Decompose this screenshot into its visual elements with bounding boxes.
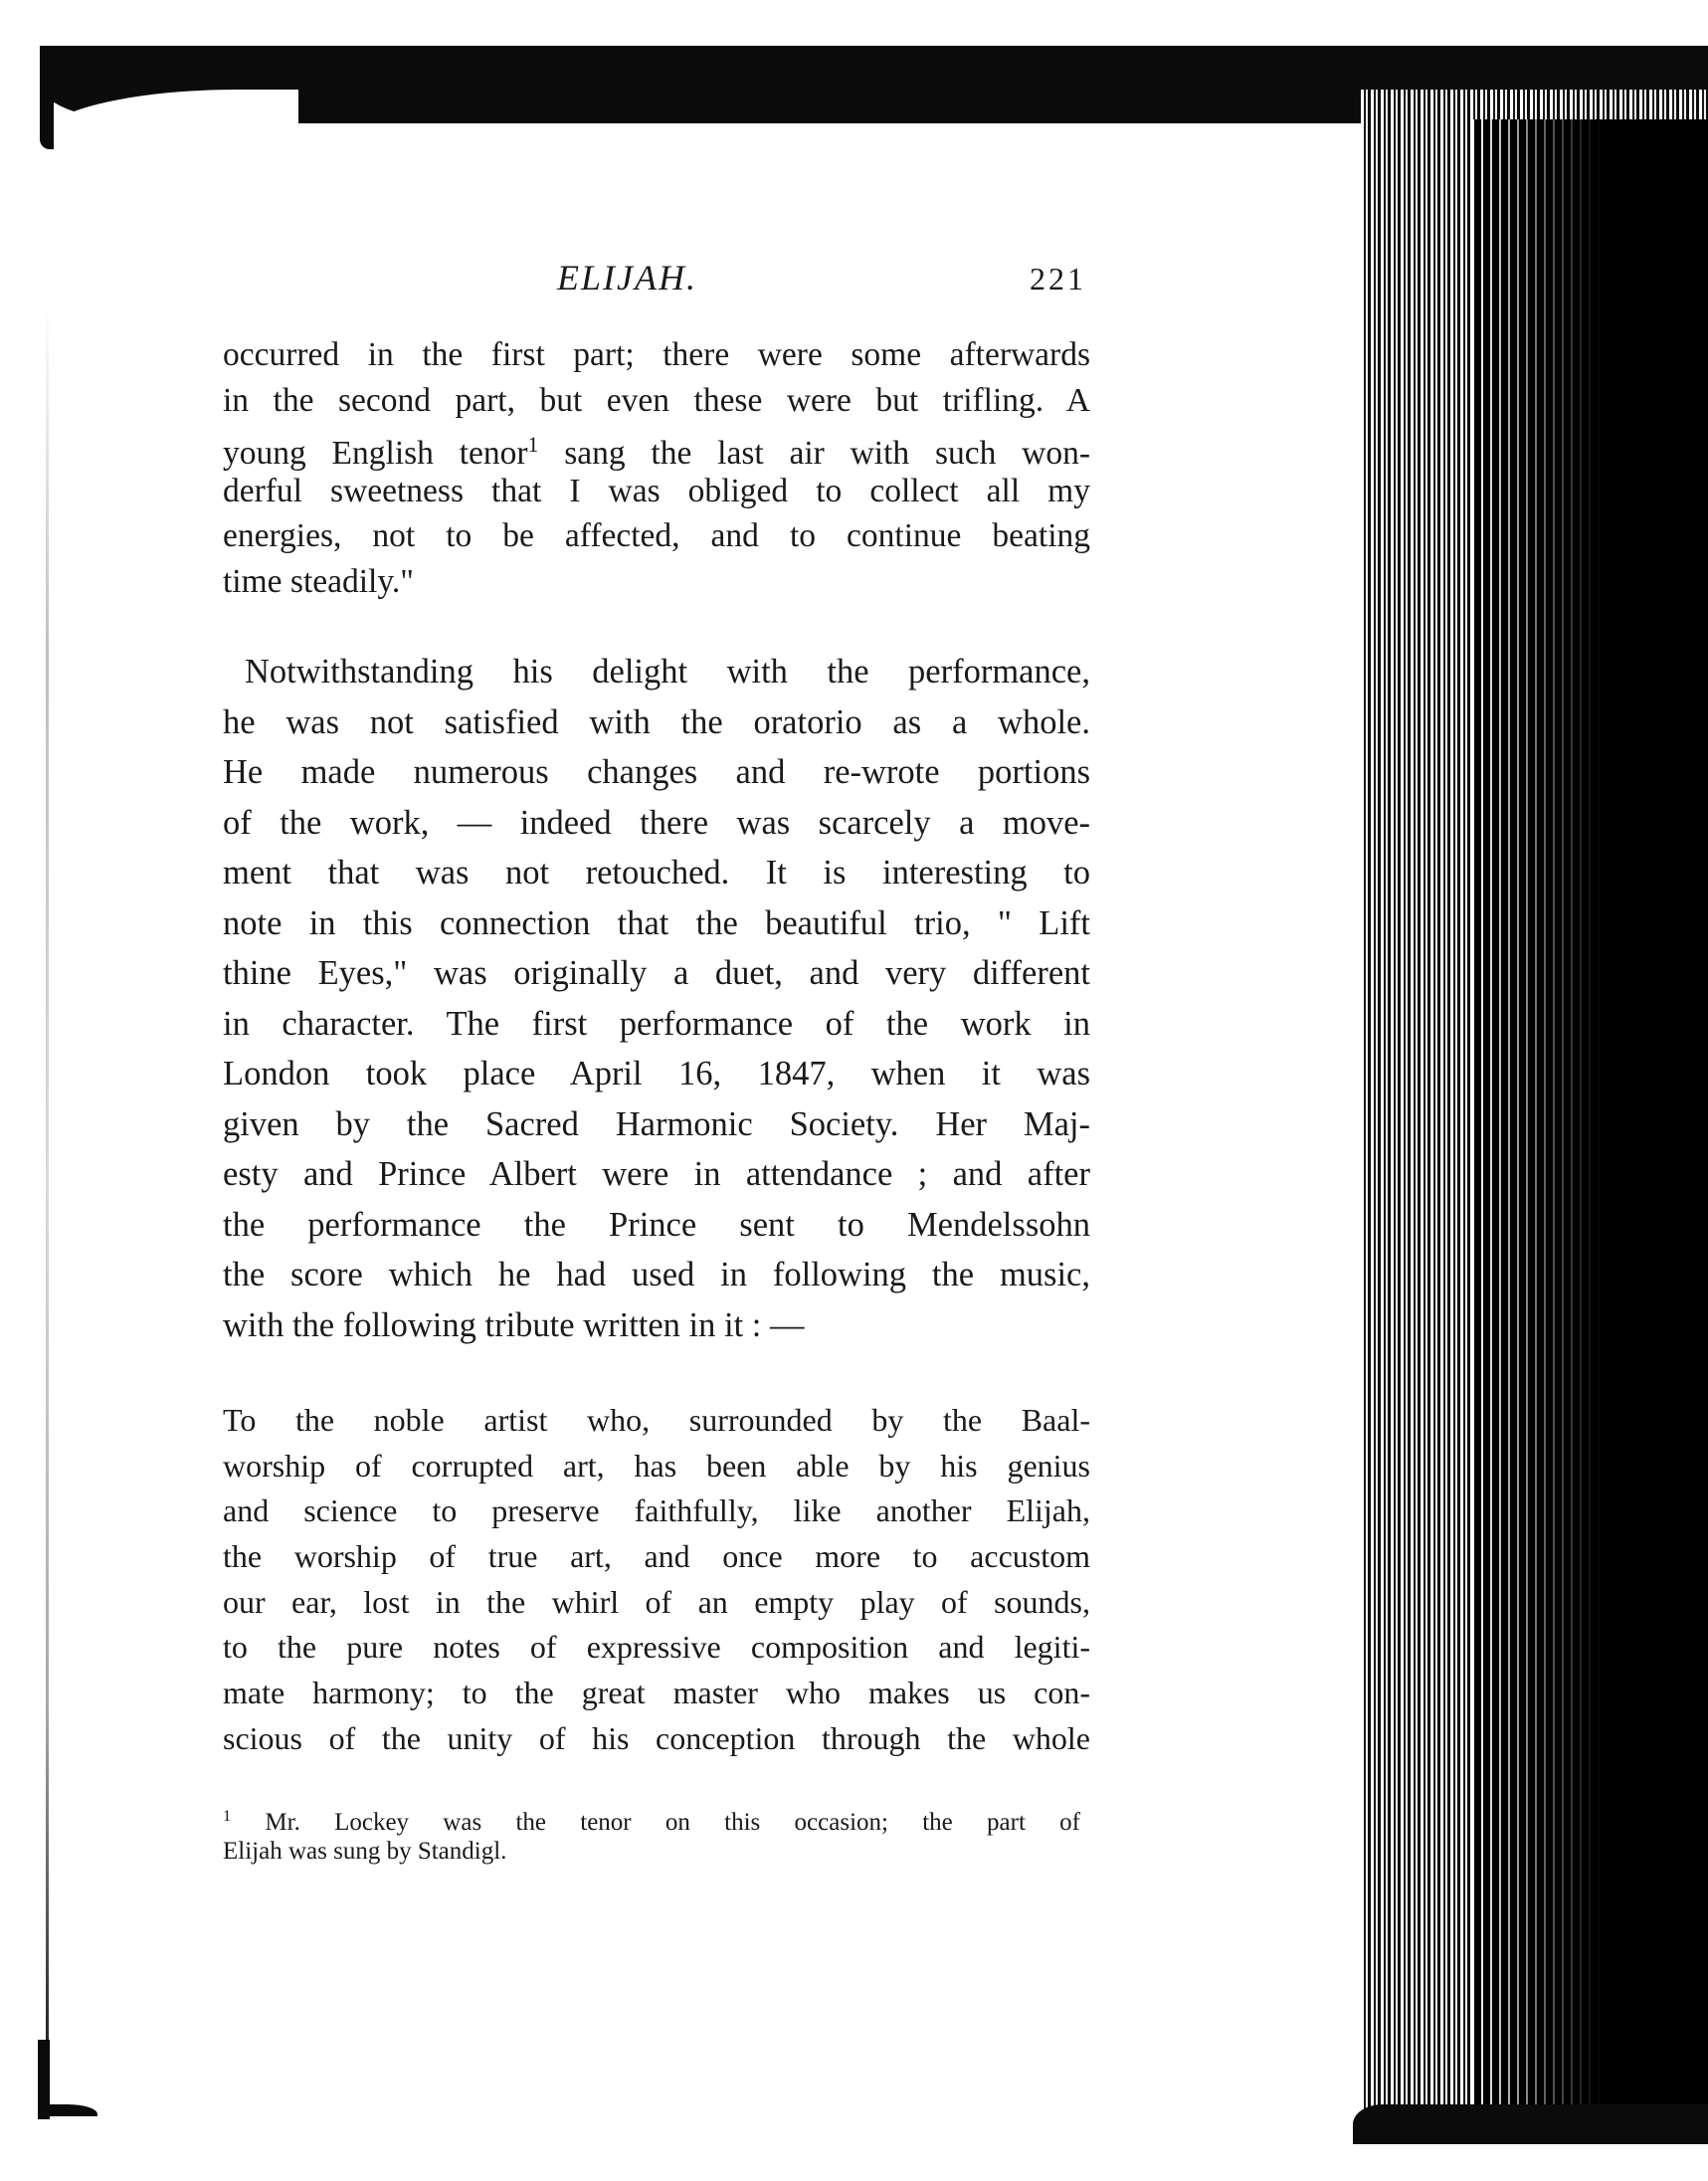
book-bottom-edge [1353, 2104, 1708, 2144]
text-line: the performance the Prince sent to Mendelssohn [223, 1205, 1090, 1244]
text-line: given by the Sacred Harmonic Society. Her Maj- [223, 1104, 1090, 1143]
text-line: energies, not to be affected, and to continue beating [223, 517, 1090, 555]
text-line: derful sweetness that I was obliged to collect all my [223, 472, 1090, 509]
text-line: to the pure notes of expressive composition and legiti- [223, 1629, 1090, 1666]
text-line: occurred in the first part; there were some afterwards [223, 336, 1090, 373]
paragraph-1 [223, 332, 1090, 605]
text-line: To the noble artist who, surrounded by the Baal- [223, 1402, 1090, 1438]
paragraph-2 [223, 647, 1090, 1350]
footnote-line [223, 1798, 1080, 1834]
text-line: the worship of true art, and once more to accustom [223, 1538, 1090, 1575]
text-fragment: young English tenor [223, 435, 528, 473]
scan-left-edge-foot [38, 2104, 97, 2116]
text-line: Notwithstanding his delight with the performance, [245, 653, 1090, 691]
page-number: 221 [1030, 261, 1086, 297]
footnote-marker: 1 [223, 1807, 232, 1825]
footnote-reference: 1 [527, 433, 539, 458]
text-line: He made numerous changes and re-wrote portions [223, 753, 1090, 791]
text-fragment: Mr. Lockey was the tenor on this occasion; the part of [231, 1808, 1080, 1836]
running-title: ELIJAH. [557, 258, 697, 297]
text-line: time steadily." [223, 562, 414, 600]
footnote [223, 1798, 1080, 1870]
text-line: with the following tribute written in it : — [223, 1305, 805, 1344]
text-line: London took place April 16, 1847, when it was [223, 1055, 1090, 1092]
text-line: he was not satisfied with the oratorio as a whole. [223, 702, 1090, 741]
text-line: our ear, lost in the whirl of an empty play of sounds, [223, 1583, 1090, 1620]
book-page-edges-shadow [1472, 119, 1708, 2129]
text-line: in character. The first performance of the work in [223, 1004, 1090, 1043]
text-line: mate harmony; to the great master who makes us con- [223, 1675, 1090, 1711]
footnote-line: Elijah was sung by Standigl. [223, 1838, 507, 1865]
text-line: scious of the unity of his conception through the whole [223, 1719, 1090, 1756]
text-line: esty and Prince Albert were in attendance ; and after [223, 1155, 1090, 1193]
text-line: and science to preserve faithfully, like another Elijah, [223, 1492, 1090, 1529]
text-fragment: sang the last air with such won- [538, 435, 1090, 473]
text-line: thine Eyes," was originally a duet, and very different [223, 954, 1090, 992]
text-line: worship of corrupted art, has been able by his genius [223, 1447, 1090, 1484]
scan-left-edge-top [40, 80, 54, 149]
scan-left-edge [46, 298, 49, 2070]
text-line: ment that was not retouched. It is interesting to [223, 854, 1090, 892]
quotation [223, 1398, 1090, 1762]
text-line: of the work, — indeed there was scarcely a move- [223, 803, 1090, 842]
text-line: note in this connection that the beautiful trio, " Lift [223, 903, 1090, 942]
text-line: in the second part, but even these were but trifling. A [223, 381, 1090, 419]
text-line [223, 423, 1090, 473]
text-line: the score which he had used in following the music, [223, 1256, 1090, 1293]
